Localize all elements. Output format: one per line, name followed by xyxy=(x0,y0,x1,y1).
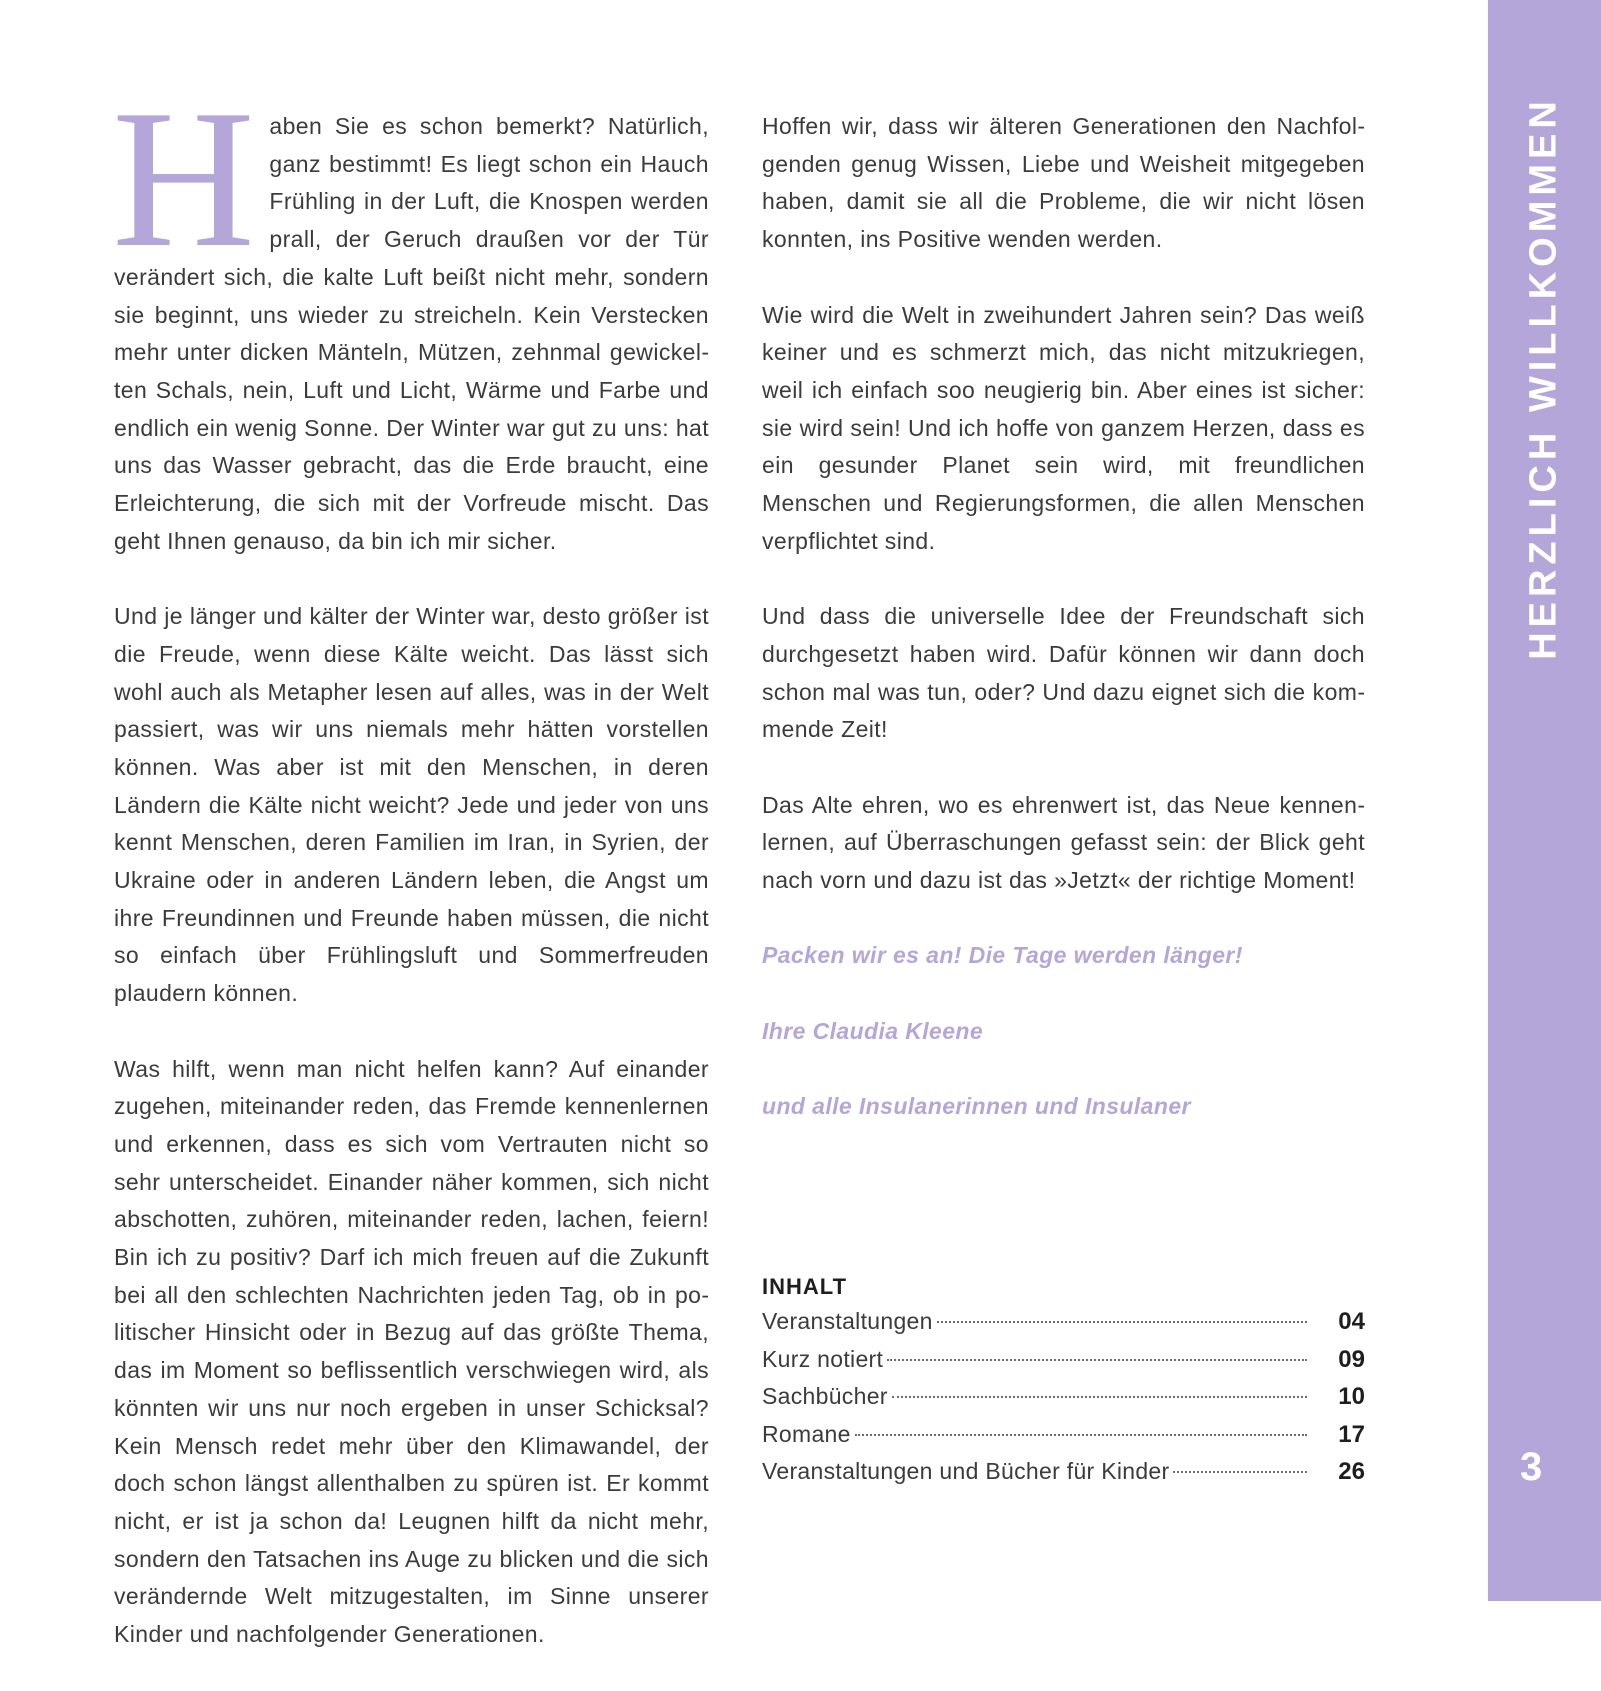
signature-line: und alle Insulanerinnen und Insulaner xyxy=(762,1093,1191,1120)
toc-item-label: Veranstaltungen und Bücher für Kinder xyxy=(762,1458,1170,1485)
toc-item-page: 10 xyxy=(1338,1383,1365,1411)
toc-item[interactable] xyxy=(762,1421,1365,1459)
table-of-contents xyxy=(762,1272,1365,1496)
signature-line: Packen wir es an! Die Tage werden länger! xyxy=(762,942,1243,969)
section-title: HERZLICH WILLKOMMEN xyxy=(1522,96,1565,660)
toc-leader-dots xyxy=(855,1434,1307,1436)
paragraph-2: Und je länger und kälter der Winter war, desto größer ist die Freude, wenn diese Kälte weicht. Das lässt sich wohl auch als Metapher lesen auf alles, was in der Welt passiert, was wir uns niemals mehr hätten vorstellen können. Was aber ist mit den Menschen, in deren Ländern die Kälte nicht weicht? Jede und jeder von uns kennt Menschen, deren Familien im Iran, in Syrien, der Ukraine oder in anderen Ländern leben, die Angst um ihre Freundinnen und Freunde haben müssen, die nicht so einfach über Frühlingsluft und Sommerfreuden plaudern können. xyxy=(114,603,709,1007)
article-column-left xyxy=(112,69,709,1691)
toc-item-page: 04 xyxy=(1338,1308,1365,1335)
paragraph-7: Das Alte ehren, wo es ehrenwert ist, das Neue kennenlernen, auf Überraschungen gefasst sein: der Blick geht nach vorn und dazu ist das »Jetzt« der richtige Moment! xyxy=(762,791,1365,894)
paragraph-5: Wie wird die Welt in zweihundert Jahren sein? Das weiß keiner und es schmerzt mich, das nicht mitzukriegen, weil ich einfach soo neugierig bin. Aber eines ist sicher: sie wird sein! Und ich hoffe von ganzem Herzen, dass es ein gesunder Planet sein wird, mit freundlichen Menschen und Regierungsformen, die allen Menschen verpflichtet sind. xyxy=(762,301,1365,554)
toc-leader-dots xyxy=(937,1321,1307,1323)
toc-title: INHALT xyxy=(762,1274,848,1299)
page-number: 3 xyxy=(1520,1445,1543,1489)
dropcap: H xyxy=(112,69,256,288)
toc-item-page: 17 xyxy=(1338,1420,1365,1448)
toc-item[interactable] xyxy=(762,1346,1365,1384)
article-column-right xyxy=(762,108,1365,1164)
toc-item-page: 09 xyxy=(1338,1345,1365,1373)
paragraph-1 xyxy=(112,69,709,560)
toc-item-label: Sachbücher xyxy=(762,1383,888,1410)
toc-item[interactable] xyxy=(762,1308,1365,1346)
toc-leader-dots xyxy=(887,1359,1307,1361)
toc-item-page: 26 xyxy=(1338,1458,1365,1486)
toc-item[interactable] xyxy=(762,1458,1365,1496)
toc-item-label: Romane xyxy=(762,1420,851,1447)
toc-item-label: Veranstaltungen xyxy=(762,1308,933,1334)
toc-leader-dots xyxy=(1173,1471,1307,1473)
toc-item[interactable] xyxy=(762,1383,1365,1421)
signature xyxy=(762,937,1365,1125)
paragraph-6: Und dass die universelle Idee der Freundschaft sich durchgesetzt haben wird. Dafür können wir dann doch schon mal was tun, oder? Und dazu eignet sich die kommende Zeit! xyxy=(762,603,1365,743)
paragraph-3: Was hilft, wenn man nicht helfen kann? Auf einander zugehen, miteinander reden, das Fremde kennenlernen und erkennen, dass es sich vom Vertrauten nicht so sehr unterscheidet. Einander näher kommen, sich nicht abschotten, zuhören, miteinander reden, lachen, feiern! Bin ich zu positiv? Darf ich mich freuen auf die Zukunft bei all den schlechten Nachrichten jeden Tag, ob in politischer Hinsicht oder in Bezug auf das größte Thema, das im Moment so beflissentlich verschwiegen wird, als könnten wir uns nur noch ergeben in unser Schicksal? Kein Mensch redet mehr über den Klimawandel, der doch schon längst allenthalben zu spüren ist. Er kommt nicht, er ist ja schon da! Leugnen hilft da nicht mehr, sondern den Tatsachen ins Auge zu blicken und die sich verändernde Welt mitzugestalten, im Sinne unserer Kinder und nachfolgender Generationen. xyxy=(114,1055,709,1648)
toc-leader-dots xyxy=(892,1396,1307,1398)
toc-item-label: Kurz notiert xyxy=(762,1345,884,1372)
signature-line: Ihre Claudia Kleene xyxy=(762,1017,984,1044)
paragraph-1-text: aben Sie es schon bemerkt? Natürlich, ganz bestimmt! Es liegt schon ein Hauch Frühling in der Luft, die Knospen werden prall, der Geruch draußen vor der Tür verändert sich, die kalte Luft beißt nicht mehr, sondern sie beginnt, uns wieder zu streicheln. Kein Verstecken mehr unter dicken Mänteln, Mützen, zehnmal gewickelten Schals, nein, Luft und Licht, Wärme und Farbe und endlich ein wenig Sonne. Der Winter war gut zu uns: hat uns das Wasser gebracht, das die Erde braucht, eine Erleichterung, die sich mit der Vorfreude mischt. Das geht Ihnen genauso, da bin ich mir sicher. xyxy=(114,113,709,554)
paragraph-4: Hoffen wir, dass wir älteren Generationen den Nachfolgenden genug Wissen, Liebe und Weisheit mitgegeben haben, damit sie all die Probleme, die wir nicht lösen konnten, ins Positive wenden werden. xyxy=(762,113,1365,253)
